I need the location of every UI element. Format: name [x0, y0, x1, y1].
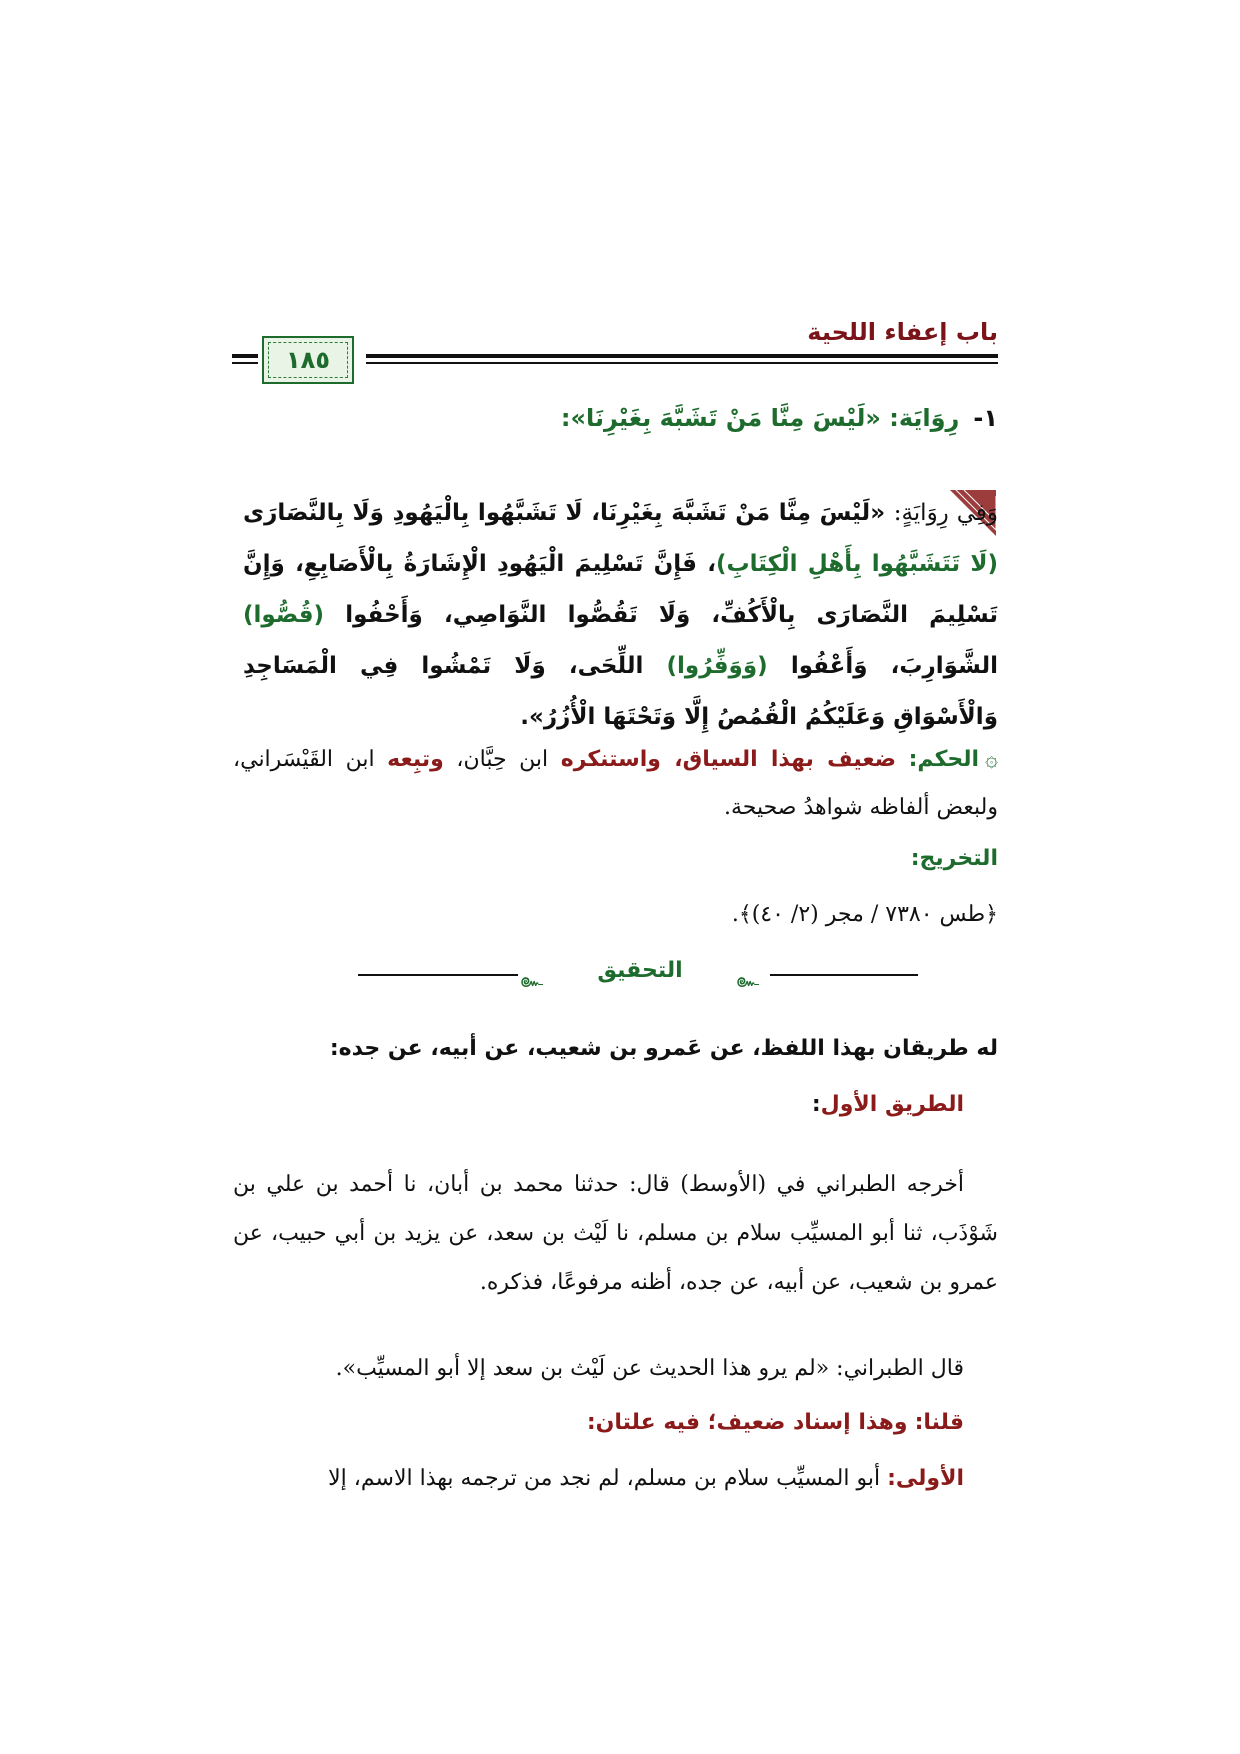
hadith-part-3: الشَّوَارِبَ، وَأَعْفُوا [790, 653, 999, 679]
first-path-label: الطريق الأول [820, 1092, 964, 1117]
takhrij-reference: ﴿طس ٧٣٨٠ / مجر (٢/ ٤٠)﴾. [731, 902, 998, 927]
hadith-variant-1: (لَا تَتَشَبَّهُوا بِأَهْلِ الْكِتَابِ) [716, 551, 998, 577]
first-path-colon: : [811, 1092, 821, 1117]
header-rule-left-thin [232, 362, 258, 364]
divider-ornament-right-icon: ๛ [736, 968, 760, 992]
paragraph-first-reason [233, 1454, 998, 1503]
takhrij-label: التخريج: [910, 846, 998, 871]
hadith-text [243, 488, 998, 743]
header-rule-right-thin [366, 362, 998, 364]
section-heading-text: رِوَايَة: «لَيْسَ مِنَّا مَنْ تَشَبَّهَ بِغَيْرِنَا»: [560, 404, 960, 432]
ruling-text-2: ابن القَيْسَراني، ولبعض ألفاظه شواهدُ صحيحة. [233, 747, 998, 820]
first-path-heading [812, 1092, 964, 1117]
divider-line-right [770, 974, 918, 976]
divider-line-left [358, 974, 518, 976]
we-said-text: وهذا إسناد ضعيف؛ فيه علتان: [586, 1410, 908, 1435]
quote-open: « [870, 500, 886, 526]
ruling-paragraph [233, 736, 998, 832]
header-rule-left [232, 354, 258, 358]
page-number: ١٨٥ [286, 346, 330, 374]
first-reason-label: الأولى: [887, 1466, 964, 1491]
hadith-variant-2: (قُصُّوا) [243, 602, 325, 628]
paragraph-chain: أخرجه الطبراني في (الأوسط) قال: حدثنا محمد بن أبان، نا أحمد بن علي بن شَوْذَب، ثنا أبو المسيِّب سلام بن مسلم، نا لَيْث بن سعد، عن يزيد بن أبي حبيب، عن عمرو بن شعيب، عن أبيه، عن جده، أظنه مرفوعًا، فذكره. [233, 1172, 998, 1295]
header-rule-right [366, 354, 998, 358]
paths-intro: له طريقان بهذا اللفظ، عن عَمرو بن شعيب، عن أبيه، عن جده: [329, 1036, 998, 1061]
paragraph-tabarani-quote: قال الطبراني: «لم يرو هذا الحديث عن لَيْث بن سعد إلا أبو المسيِّب». [335, 1356, 964, 1381]
divider-title: التحقيق [597, 958, 683, 983]
paragraph-we-said [233, 1398, 998, 1447]
hadith-part-2: ، فَإِنَّ تَسْلِيمَ الْيَهُودِ الْإِشَارَةُ بِالْأَصَابِعِ، وَإِنَّ تَسْلِيمَ النَّصَارَى بِالْأَكُفِّ، وَلَا تَقُصُّوا النَّوَاصِي، وَأَحْفُوا [243, 551, 999, 628]
ruling-label: الحكم: [908, 747, 980, 772]
divider-ornament-left-icon: ๛ [520, 968, 544, 992]
hadith-lead: وَفِي رِوَايَةٍ: [893, 500, 998, 526]
ruling-followed: وتبِعه [387, 747, 444, 772]
ruling-verdict: ضعيف بهذا السياق، واستنكره [560, 747, 897, 772]
page-number-badge [262, 336, 354, 384]
we-said-label: قلنا: [914, 1410, 964, 1435]
section-number: ١- [973, 404, 998, 432]
first-reason-text: أبو المسيِّب سلام بن مسلم، لم نجد من ترجمه بهذا الاسم، إلا [328, 1466, 881, 1491]
ruling-text-1: ابن حِبَّان، [456, 747, 549, 772]
section-heading [238, 404, 998, 432]
chapter-title: باب إعفاء اللحية [807, 318, 998, 346]
hadith-part-1: لَيْسَ مِنَّا مَنْ تَشَبَّهَ بِغَيْرِنَا، لَا تَشَبَّهُوا بِالْيَهُودِ وَلَا بِالنَّصَارَى [243, 500, 871, 526]
quote-close: ». [520, 704, 544, 730]
flower-icon: ۞ [985, 747, 998, 772]
hadith-variant-3: (وَوَفِّرُوا) [666, 653, 768, 679]
hadith-part-4: اللِّحَى، وَلَا تَمْشُوا فِي الْمَسَاجِدِ وَالْأَسْوَاقِ وَعَلَيْكُمُ الْقُمُصُ إِلَّا وَتَحْتَهَا الْأُزُرُ [243, 653, 998, 730]
